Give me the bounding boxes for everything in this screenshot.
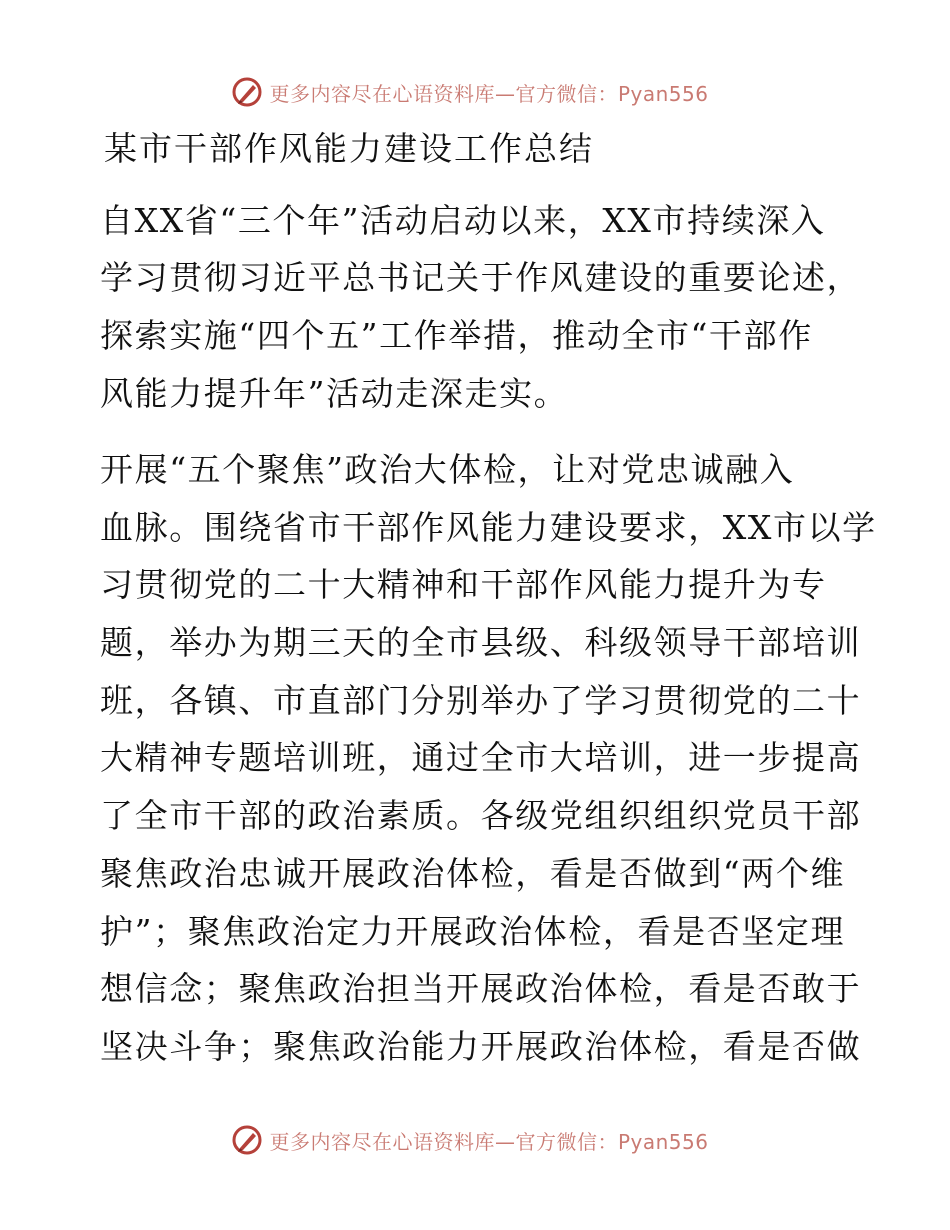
body-line: 自XX省“三个年”活动启动以来，XX市持续深入 bbox=[100, 201, 826, 240]
body-line: 聚焦政治忠诚开展政治体检，看是否做到“两个维 bbox=[100, 854, 846, 893]
document-title: 某市干部作风能力建设工作总结 bbox=[104, 129, 594, 168]
body-line: 大精神专题培训班，通过全市大培训，进一步提高 bbox=[100, 738, 862, 777]
body-line: 坚决斗争；聚焦政治能力开展政治体检，看是否做 bbox=[100, 1027, 862, 1066]
body-line: 开展“五个聚焦”政治大体检，让对党忠诚融入 bbox=[100, 450, 795, 489]
header-watermark bbox=[0, 72, 950, 112]
body-line: 风能力提升年”活动走深走实。 bbox=[100, 374, 569, 413]
watermark-group bbox=[231, 76, 708, 108]
body-line: 了全市干部的政治素质。各级党组织组织党员干部 bbox=[100, 796, 862, 835]
body-line: 班，各镇、市直部门分别举办了学习贯彻党的二十 bbox=[100, 681, 862, 720]
pen-logo-icon bbox=[231, 76, 263, 108]
body-line: 想信念；聚焦政治担当开展政治体检，看是否敢于 bbox=[100, 969, 862, 1008]
body-line: 血脉。围绕省市干部作风能力建设要求，XX市以学 bbox=[100, 508, 877, 547]
watermark-group bbox=[231, 1124, 708, 1156]
pen-logo-icon bbox=[231, 1124, 263, 1156]
watermark-text: 更多内容尽在心语资料库—官方微信：Pyan556 bbox=[269, 1129, 709, 1154]
watermark-text: 更多内容尽在心语资料库—官方微信：Pyan556 bbox=[269, 81, 709, 106]
body-line: 习贯彻党的二十大精神和干部作风能力提升为专 bbox=[100, 565, 827, 604]
body-line: 探索实施“四个五”工作举措，推动全市“干部作 bbox=[100, 316, 813, 355]
footer-watermark bbox=[0, 1120, 950, 1160]
body-line: 学习贯彻习近平总书记关于作风建设的重要论述， bbox=[100, 258, 862, 297]
body-line: 题，举办为期三天的全市县级、科级领导干部培训 bbox=[100, 623, 862, 662]
body-line: 护”；聚焦政治定力开展政治体检，看是否坚定理 bbox=[100, 912, 846, 951]
